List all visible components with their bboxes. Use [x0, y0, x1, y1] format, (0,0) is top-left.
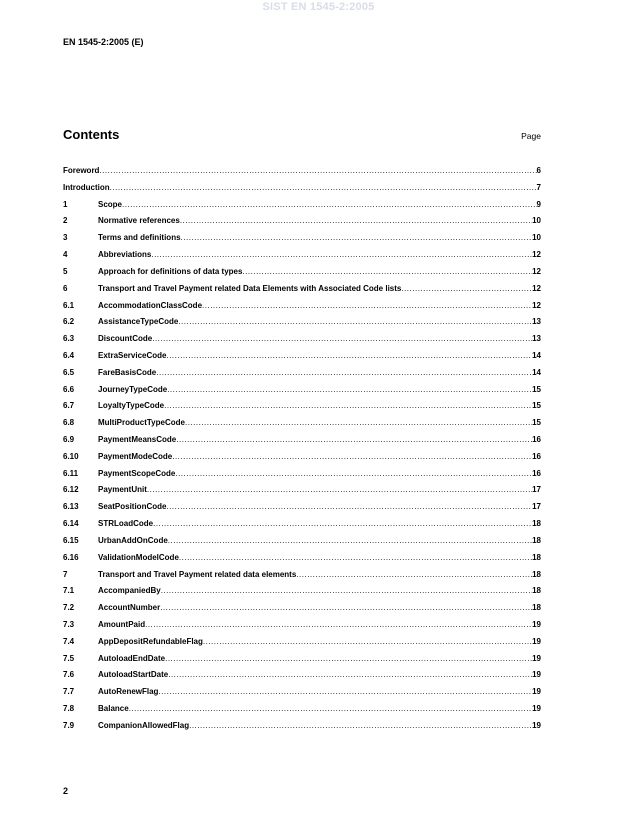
toc-dot-leader: [179, 550, 532, 567]
toc-entry[interactable]: [63, 516, 541, 533]
toc-dot-leader: [181, 230, 533, 247]
toc-entry-number: 7.2: [63, 603, 75, 613]
toc-entry[interactable]: [63, 398, 541, 415]
toc-dot-leader: [401, 281, 532, 298]
toc-entry[interactable]: [63, 314, 541, 331]
toc-entry-title: Balance: [98, 704, 129, 713]
toc-dot-leader: [129, 701, 532, 718]
toc-entry-title: Approach for definitions of data types: [98, 266, 243, 276]
toc-dot-leader: [161, 583, 532, 600]
toc-entry[interactable]: [63, 432, 541, 449]
toc-entry-page: 17: [532, 502, 541, 512]
toc-entry-page: 16: [532, 451, 541, 461]
toc-entry-number: 6.12: [63, 485, 79, 495]
toc-entry-page: 18: [532, 603, 541, 613]
toc-entry-page: 12: [532, 300, 541, 310]
toc-entry-page: 19: [532, 636, 541, 646]
toc-dot-leader: [296, 567, 532, 584]
toc-entry-number: 6.8: [63, 418, 75, 428]
toc-entry-number: 6.1: [63, 300, 75, 310]
toc-entry[interactable]: [63, 247, 541, 264]
toc-entry[interactable]: [63, 180, 541, 197]
toc-entry-page: 19: [532, 704, 541, 713]
toc-entry-title: ExtraServiceCode: [98, 350, 167, 360]
toc-dot-leader: [99, 163, 536, 180]
toc-entry-page: 12: [532, 250, 541, 260]
toc-entry-number: 7.7: [63, 687, 75, 697]
toc-entry-number: 7.4: [63, 636, 75, 646]
toc-dot-leader: [175, 466, 532, 483]
toc-entry[interactable]: [63, 449, 541, 466]
toc-entry[interactable]: [63, 197, 541, 214]
toc-entry-title: AccommodationClassCode: [98, 300, 203, 310]
toc-entry[interactable]: [63, 281, 541, 298]
toc-entry-number: 6.3: [63, 334, 75, 344]
toc-entry[interactable]: [63, 651, 541, 668]
toc-entry-number: 6.14: [63, 519, 79, 529]
toc-entry[interactable]: [63, 499, 541, 516]
toc-entry-number: 6.6: [63, 384, 75, 394]
toc-entry-number: 5: [63, 266, 68, 276]
toc-entry-title: Abbreviations: [98, 250, 152, 260]
toc-dot-leader: [202, 298, 532, 315]
toc-entry-title: Terms and definitions: [98, 233, 181, 243]
toc-dot-leader: [203, 634, 532, 651]
toc-dot-leader: [185, 415, 532, 432]
toc-entry-page: 18: [532, 535, 541, 545]
toc-dot-leader: [178, 314, 532, 331]
toc-dot-leader: [166, 499, 532, 516]
toc-entry-title: Introduction: [63, 182, 110, 192]
toc-entry-number: 6.13: [63, 502, 79, 512]
toc-entry[interactable]: [63, 331, 541, 348]
toc-entry-title: UrbanAddOnCode: [98, 535, 168, 545]
toc-entry-title: LoyaltyTypeCode: [98, 401, 165, 411]
toc-dot-leader: [110, 180, 537, 197]
toc-entry-page: 12: [532, 266, 541, 276]
toc-entry-title: PaymentMeansCode: [98, 435, 177, 444]
toc-entry-number: 6.11: [63, 468, 79, 478]
toc-entry[interactable]: [63, 365, 541, 382]
toc-entry-page: 18: [532, 519, 541, 529]
toc-entry-title: MultiProductTypeCode: [98, 418, 185, 428]
toc-entry[interactable]: [63, 348, 541, 365]
toc-entry-number: 6.4: [63, 350, 75, 360]
toc-entry-title: Normative references: [98, 216, 180, 226]
toc-entry-page: 19: [532, 687, 541, 697]
toc-entry-number: 6.5: [63, 367, 75, 377]
toc-entry[interactable]: [63, 583, 541, 600]
toc-entry-number: 7.8: [63, 704, 75, 713]
toc-entry-title: ValidationModelCode: [98, 552, 179, 562]
toc-entry-page: 10: [532, 233, 541, 243]
toc-entry-number: 6.9: [63, 435, 75, 444]
toc-entry-page: 18: [532, 569, 541, 579]
toc-entry-title: AppDepositRefundableFlag: [98, 636, 203, 646]
toc-dot-leader: [158, 684, 532, 701]
toc-entry-title: JourneyTypeCode: [98, 384, 168, 394]
toc-dot-leader: [156, 365, 532, 382]
contents-heading: Contents: [63, 127, 120, 142]
toc-entry-page: 10: [532, 216, 541, 226]
toc-entry-title: DiscountCode: [98, 334, 153, 344]
toc-dot-leader: [167, 382, 532, 399]
toc-entry-number: 3: [63, 233, 68, 243]
toc-entry-title: Scope: [98, 199, 123, 209]
toc-entry-number: 6.15: [63, 535, 79, 545]
toc-entry-page: 14: [532, 350, 541, 360]
toc-dot-leader: [145, 617, 532, 634]
toc-entry-page: 15: [532, 384, 541, 394]
toc-entry-page: 19: [532, 670, 541, 680]
toc-entry-page: 15: [532, 401, 541, 411]
toc-dot-leader: [152, 331, 532, 348]
document-reference: EN 1545-2:2005 (E): [63, 37, 144, 47]
toc-entry[interactable]: [63, 600, 541, 617]
toc-entry-page: 19: [532, 720, 541, 730]
toc-dot-leader: [176, 432, 532, 449]
toc-entry-number: 7.6: [63, 670, 75, 680]
toc-entry[interactable]: [63, 701, 541, 718]
toc-entry-number: 7: [63, 569, 68, 579]
toc-entry-title: AutoloadEndDate: [98, 653, 166, 663]
toc-entry-number: 7.3: [63, 619, 75, 629]
toc-dot-leader: [180, 213, 532, 230]
toc-dot-leader: [164, 398, 532, 415]
toc-entry-title: AssistanceTypeCode: [98, 317, 179, 327]
toc-dot-leader: [165, 651, 532, 668]
toc-entry[interactable]: [63, 617, 541, 634]
toc-entry-page: 7: [536, 182, 541, 192]
toc-entry[interactable]: [63, 550, 541, 567]
toc-dot-leader: [189, 718, 532, 735]
toc-entry-number: 7.9: [63, 720, 75, 730]
toc-entry-number: 6.2: [63, 317, 75, 327]
toc-dot-leader: [147, 482, 532, 499]
page-column-label: Page: [521, 131, 541, 141]
toc-dot-leader: [151, 247, 532, 264]
toc-entry-page: 14: [532, 367, 541, 377]
toc-entry-page: 18: [532, 586, 541, 596]
toc-dot-leader: [168, 667, 532, 684]
toc-entry-page: 13: [532, 317, 541, 327]
toc-entry[interactable]: [63, 213, 541, 230]
toc-dot-leader: [172, 449, 532, 466]
toc-entry-number: 6: [63, 283, 68, 293]
toc-dot-leader: [166, 348, 532, 365]
toc-dot-leader: [122, 197, 537, 214]
toc-entry-title: AmountPaid: [98, 619, 146, 629]
toc-entry[interactable]: [63, 264, 541, 281]
toc-entry-title: PaymentScopeCode: [98, 468, 176, 478]
toc-entry-title: AutoRenewFlag: [98, 687, 159, 697]
toc-entry-number: 6.10: [63, 451, 79, 461]
toc-entry[interactable]: [63, 634, 541, 651]
toc-entry-title: Foreword: [63, 166, 100, 175]
toc-entry-number: 1: [63, 199, 68, 209]
toc-entry-title: Transport and Travel Payment related Data Elements with Associated Code lists: [98, 283, 402, 293]
toc-entry[interactable]: [63, 567, 541, 584]
toc-dot-leader: [168, 533, 532, 550]
toc-dot-leader: [153, 516, 532, 533]
toc-dot-leader: [242, 264, 532, 281]
toc-entry[interactable]: [63, 684, 541, 701]
toc-entry-title: PaymentModeCode: [98, 451, 173, 461]
toc-entry-number: 6.16: [63, 552, 79, 562]
toc-entry[interactable]: [63, 533, 541, 550]
toc-entry[interactable]: [63, 230, 541, 247]
toc-entry-page: 17: [532, 485, 541, 495]
toc-entry-page: 18: [532, 552, 541, 562]
toc-entry-page: 9: [536, 199, 541, 209]
toc-entry[interactable]: [63, 163, 541, 180]
toc-entry-title: Transport and Travel Payment related data elements: [98, 569, 297, 579]
toc-entry-number: 4: [63, 250, 68, 260]
toc-entry-page: 16: [532, 435, 541, 444]
toc-entry-title: AccountNumber: [98, 603, 161, 613]
toc-entry[interactable]: [63, 382, 541, 399]
toc-entry-page: 19: [532, 653, 541, 663]
toc-entry-page: 15: [532, 418, 541, 428]
toc-entry-title: FareBasisCode: [98, 367, 157, 377]
toc-entry-number: 6.7: [63, 401, 75, 411]
toc-entry-title: STRLoadCode: [98, 519, 154, 529]
toc-entry-title: AutoloadStartDate: [98, 670, 169, 680]
toc-entry-title: PaymentUnit: [98, 485, 147, 495]
toc-entry[interactable]: [63, 466, 541, 483]
toc-entry-page: 19: [532, 619, 541, 629]
page-number: 2: [63, 786, 69, 796]
toc-entry-title: CompanionAllowedFlag: [98, 720, 190, 730]
toc-entry-page: 12: [532, 283, 541, 293]
watermark: SIST EN 1545-2:2005: [262, 1, 375, 13]
toc-entry-title: SeatPositionCode: [98, 502, 167, 512]
toc-entry-page: 13: [532, 334, 541, 344]
toc-entry[interactable]: [63, 415, 541, 432]
toc-dot-leader: [160, 600, 532, 617]
toc-entry[interactable]: [63, 718, 541, 735]
toc-entry[interactable]: [63, 298, 541, 315]
toc-entry-title: AccompaniedBy: [98, 586, 161, 596]
toc-entry-number: 7.1: [63, 586, 75, 596]
toc-entry-number: 7.5: [63, 653, 75, 663]
toc-entry[interactable]: [63, 482, 541, 499]
table-of-contents: [63, 163, 541, 735]
toc-entry-number: 2: [63, 216, 68, 226]
toc-entry-page: 16: [532, 468, 541, 478]
toc-entry-page: 6: [536, 166, 541, 175]
toc-entry[interactable]: [63, 667, 541, 684]
